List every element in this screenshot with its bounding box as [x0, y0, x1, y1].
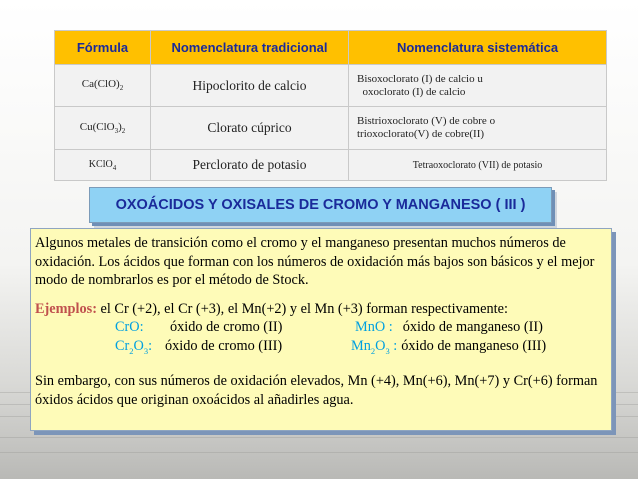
- cell-systematic: Bistrioxoclorato (V) de cobre o trioxoclorato(V) de cobre(II): [349, 107, 607, 150]
- cell-traditional: Hipoclorito de calcio: [151, 65, 349, 107]
- examples-text: el Cr (+2), el Cr (+3), el Mn(+2) y el Mn (+3) forman respectivamente:: [96, 300, 508, 317]
- cell-traditional: Clorato cúprico: [151, 107, 349, 150]
- cell-traditional: Perclorato de potasio: [151, 150, 349, 181]
- outro-paragraph: Sin embargo, con sus números de oxidación elevados, Mn (+4), Mn(+6), Mn(+7) y Cr(+6) forman óxidos ácidos que originan oxoácidos al añadirles agua.: [35, 373, 598, 409]
- header-systematic: Nomenclatura sistemática: [349, 31, 607, 65]
- formula-cro: CrO:: [115, 319, 144, 336]
- example-row: [35, 337, 605, 360]
- section-title: OXOÁCIDOS Y OXISALES DE CROMO Y MANGANESO ( III ): [89, 187, 552, 223]
- cell-formula: $Ca(ClO)_2$: [55, 65, 151, 107]
- name-mno: óxido de manganeso (II): [402, 319, 543, 336]
- formula-mno: MnO :: [355, 319, 393, 336]
- intro-paragraph: Algunos metales de transición como el cromo y el manganeso presentan muchos números de oxidación. Los ácidos que forman con los números de oxidación más bajos son básicos y el mejor modo de nombrarlos es por el método de Stock.: [35, 235, 595, 289]
- header-formula: Fórmula: [55, 31, 151, 65]
- cell-systematic: Tetraoxoclorato (VII) de potasio: [349, 150, 607, 181]
- cell-formula: KClO$_4$: [55, 150, 151, 181]
- cell-systematic: Bisoxoclorato (I) de calcio u oxoclorato (I) de calcio: [349, 65, 607, 107]
- nomenclature-table: [54, 30, 607, 181]
- header-traditional: Nomenclatura tradicional: [151, 31, 349, 65]
- table-header-row: [55, 31, 607, 65]
- name-cro: óxido de cromo (II): [170, 319, 283, 336]
- table-row: [55, 107, 607, 150]
- formula-cr2o3: $Cr_2O_3$:: [115, 337, 153, 356]
- name-mn2o3: óxido de manganeso (III): [401, 337, 547, 354]
- table-row: [55, 150, 607, 181]
- name-cr2o3: óxido de cromo (III): [165, 337, 283, 354]
- examples-label: Ejemplos:: [35, 300, 97, 317]
- cell-formula: $Cu(ClO_3)_2$: [55, 107, 151, 150]
- example-row: [35, 318, 605, 337]
- examples-line: [35, 300, 605, 319]
- table-row: [55, 65, 607, 107]
- content-box: [30, 228, 612, 431]
- formula-mn2o3: $Mn_2O_3$ :: [351, 337, 398, 356]
